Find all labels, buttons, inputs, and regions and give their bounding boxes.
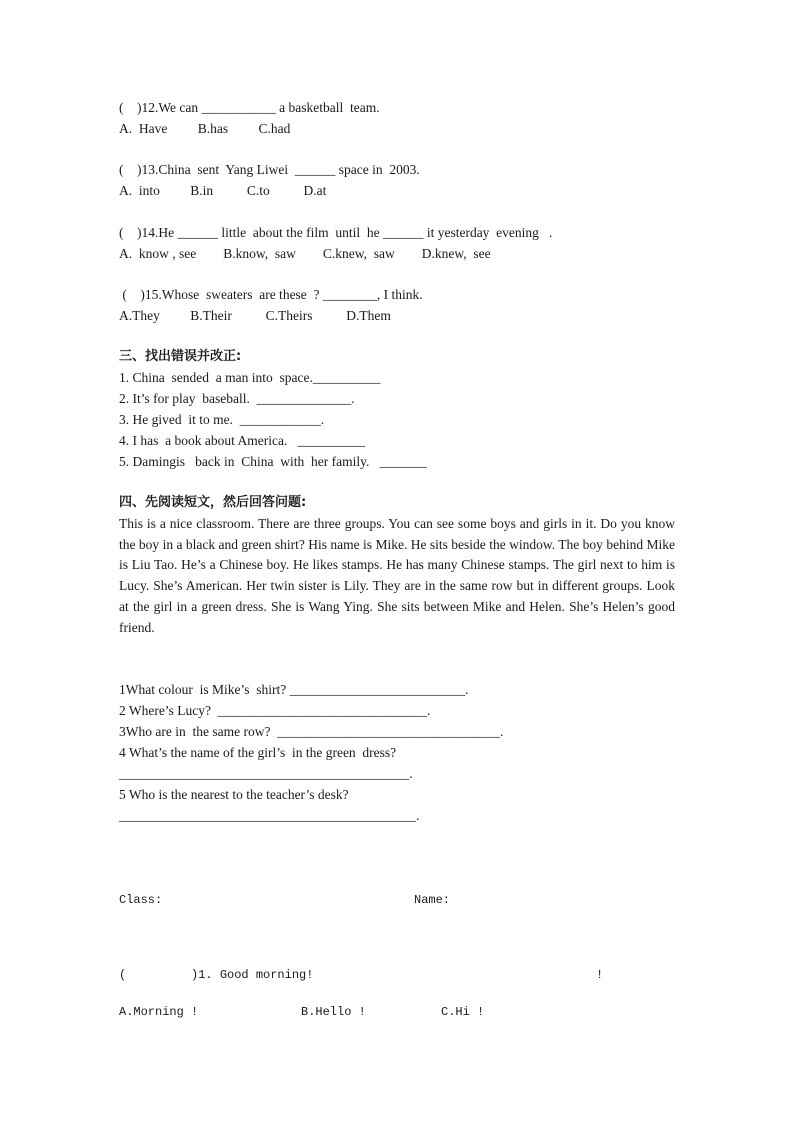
reading-question-5: 5 Who is the nearest to the teacher’s desk? (119, 787, 349, 802)
name-label: Name: (414, 893, 451, 907)
error-item-5: 5. Damingis back in China with her family. _______ (119, 454, 427, 469)
reading-question-2: 2 Where’s Lucy? _______________________________. (119, 703, 431, 718)
reading-answer-line-5: ____________________________________________. (119, 808, 420, 823)
question-14-options: A. know , see B.know, saw C.knew, saw D.knew, see (119, 246, 491, 261)
section4-heading: 四、先阅读短文，然后回答问题: (119, 495, 307, 510)
footer-question-1-end: ! (596, 968, 604, 982)
class-label: Class: (119, 893, 163, 907)
reading-question-1: 1What colour is Mike’s shirt? __________________________. (119, 682, 469, 697)
error-item-4: 4. I has a book about America. __________ (119, 433, 365, 448)
reading-question-3: 3Who are in the same row? _________________________________. (119, 724, 504, 739)
question-13-options: A. into B.in C.to D.at (119, 183, 327, 198)
reading-question-4: 4 What’s the name of the girl’s in the green dress? (119, 745, 397, 760)
question-15-options: A.They B.Their C.Theirs D.Them (119, 308, 391, 323)
question-14-stem: ( )14.He ______ little about the film until he ______ it yesterday evening . (119, 225, 553, 240)
footer-question-1-stem: ( )1. Good morning! (119, 968, 314, 982)
error-item-1: 1. China sended a man into space.__________ (119, 370, 381, 385)
error-item-2: 2. It’s for play baseball. ______________. (119, 391, 355, 406)
footer-option-b: B.Hello ! (301, 1005, 366, 1019)
section3-heading: 三、找出错误并改正: (119, 349, 242, 364)
footer-option-a: A.Morning ! (119, 1005, 199, 1019)
footer-option-c: C.Hi ! (441, 1005, 485, 1019)
error-item-3: 3. He gived it to me. ____________. (119, 412, 325, 427)
question-15-stem: ( )15.Whose sweaters are these ? ________, I think. (119, 287, 423, 302)
reading-passage: This is a nice classroom. There are three groups. You can see some boys and girls in it. Do you know the boy in a black and green shirt? His name is Mike. He sits beside the window. The boy behind Mike is Liu Tao. He’s a Chinese boy. He likes stamps. He has many Chinese stamps. The girl next to him is Lucy. She’s American. Her twin sister is Lily. They are in the same row but in different groups. Look at the girl in a green dress. She is Wang Ying. She sits between Mike and Helen. She’s Helen’s good friend. (119, 516, 675, 635)
reading-answer-line-4: ___________________________________________. (119, 766, 413, 781)
question-13-stem: ( )13.China sent Yang Liwei ______ space in 2003. (119, 162, 420, 177)
question-12-stem: ( )12.We can ___________ a basketball team. (119, 100, 380, 115)
question-12-options: A. Have B.has C.had (119, 121, 291, 136)
